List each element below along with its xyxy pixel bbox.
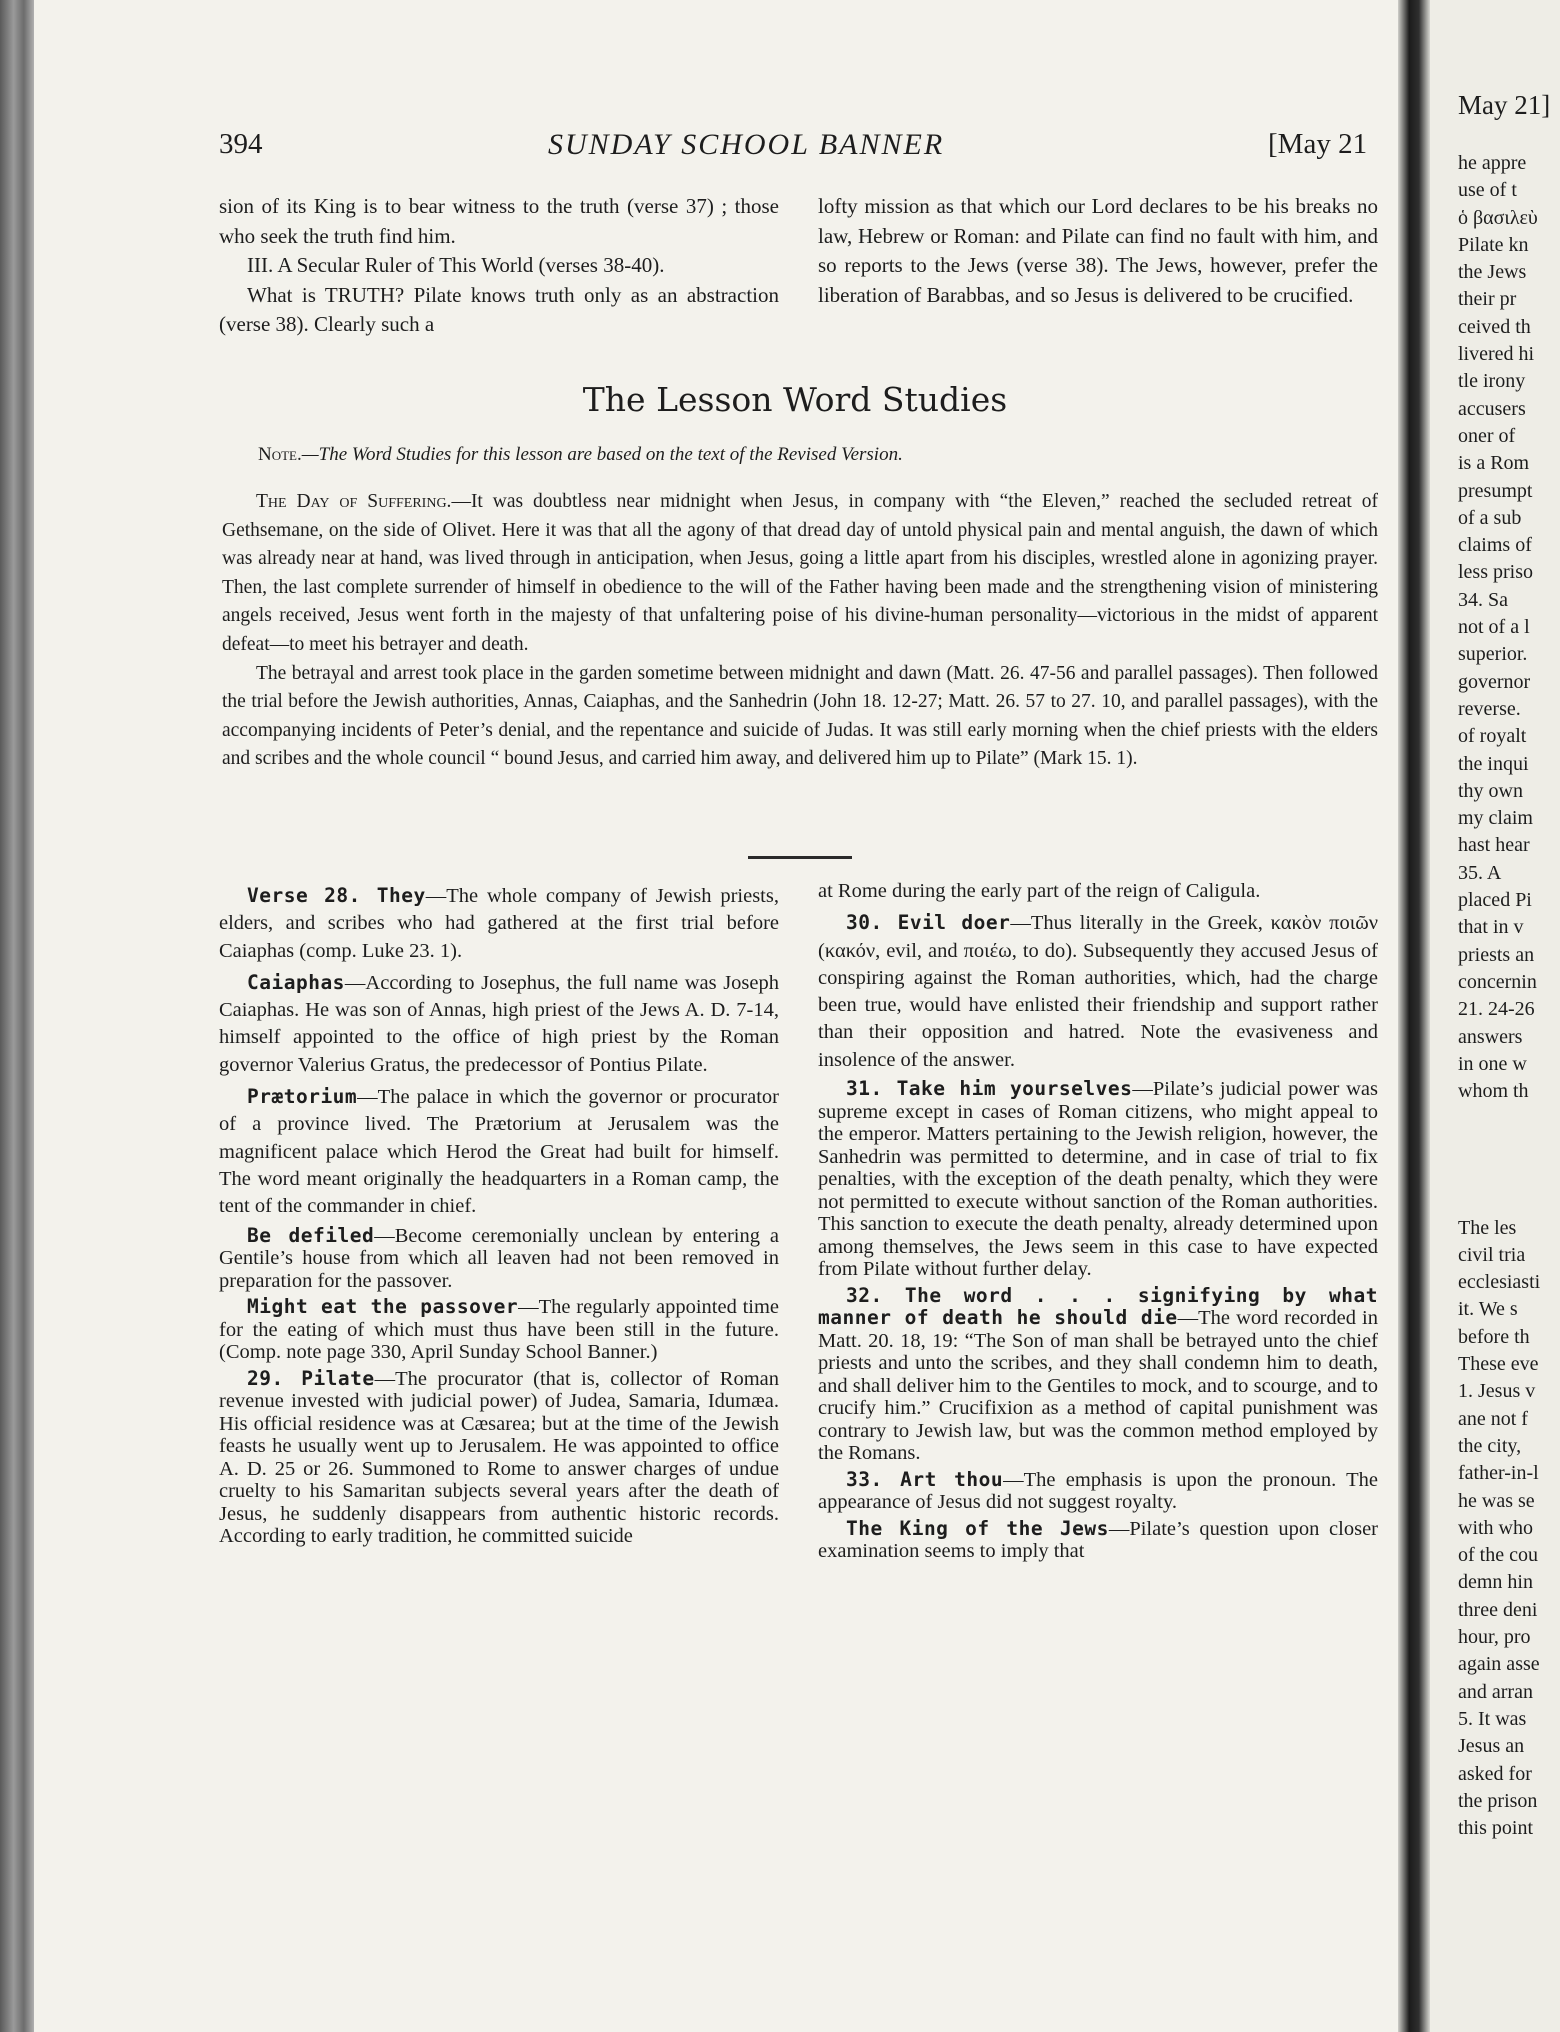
intro-lead: The Day of Suffering.	[256, 491, 452, 512]
paragraph: sion of its King is to bear witness to the truth (verse 37) ; those who seek the truth find him.	[219, 194, 779, 248]
facing-page-line: of the cou	[1458, 1544, 1538, 1567]
facing-page-line: livered hi	[1458, 343, 1535, 366]
facing-page-line: thy own	[1458, 779, 1523, 802]
facing-page-line: placed Pi	[1458, 889, 1532, 912]
facing-page-line: before th	[1458, 1325, 1530, 1348]
word-studies-left-column	[219, 882, 779, 1552]
facing-page-line: again asse	[1458, 1653, 1540, 1676]
facing-page-line: asked for	[1458, 1762, 1532, 1785]
entry-headword: 31. Take him yourselves	[846, 1077, 1133, 1101]
facing-page-line: is a Rom	[1458, 452, 1530, 475]
facing-page-line: father-in-l	[1458, 1462, 1539, 1485]
section-divider	[748, 856, 852, 859]
facing-page-line: 35. A	[1458, 861, 1502, 884]
note-label: Note.	[258, 444, 302, 465]
facing-page-line: 21. 24-26	[1458, 998, 1535, 1021]
word-study-entry	[818, 1469, 1378, 1514]
facing-page-line: the inqui	[1458, 752, 1529, 775]
facing-page-line: reverse.	[1458, 697, 1521, 720]
word-study-entry	[818, 909, 1378, 1074]
facing-page-line: 34. Sa	[1458, 588, 1508, 611]
facing-page-line: the prison	[1458, 1789, 1538, 1812]
word-study-entry	[818, 878, 1378, 905]
entry-text: at Rome during the early part of the reign of Caligula.	[818, 880, 1261, 902]
facing-page-line: it. We s	[1458, 1298, 1518, 1321]
entry-headword: 33. Art thou	[846, 1467, 1004, 1491]
facing-page-line: use of t	[1458, 179, 1517, 202]
intro-paragraphs	[222, 488, 1378, 774]
facing-page-line: hast hear	[1458, 834, 1530, 857]
note-text: —The Word Studies for this lesson are based on the text of the Revised Version.	[301, 444, 903, 465]
facing-page-line: three deni	[1458, 1598, 1538, 1621]
facing-page-line: ceived th	[1458, 315, 1531, 338]
intro-paragraph	[222, 660, 1378, 774]
entry-text: —The palace in which the governor or procurator of a province lived. The Prætorium at Jerusalem was the magnificent palace which Herod the Great had built for himself. The word meant originally the headquarters in a Roman camp, the tent of the commander in chief.	[219, 1086, 779, 1218]
note	[258, 444, 1378, 466]
facing-page-line: accusers	[1458, 397, 1526, 420]
word-studies-right-column	[818, 878, 1378, 1567]
facing-page-line: concernin	[1458, 970, 1537, 993]
book-binding-edge	[0, 0, 34, 2032]
facing-page-line: tle irony	[1458, 370, 1526, 393]
facing-page-line: less priso	[1458, 561, 1533, 584]
facing-page-line: oner of	[1458, 424, 1516, 447]
entry-headword: Be defiled	[247, 1223, 375, 1247]
facing-page-line: presumpt	[1458, 479, 1533, 502]
entry-text: —Pilate’s question upon closer examination seems to imply that	[818, 1517, 1378, 1563]
entry-headword: Prætorium	[247, 1085, 358, 1109]
facing-page-line: Pilate kn	[1458, 233, 1529, 256]
top-right-column	[818, 192, 1378, 310]
facing-page-line: 1. Jesus v	[1458, 1380, 1536, 1403]
word-study-entry	[219, 1225, 779, 1293]
word-study-entry	[219, 1083, 779, 1220]
entry-text: —The procurator (that is, collector of Roman revenue invested with judicial power) of Judea, Samaria, Idumæa. His official residence was at Cæsarea; but at the time of the Jewish feasts he usually went up to Jerusalem. He was appointed to office A. D. 25 or 26. Summoned to Rome to answer charges of undue cruelty to his Samaritan subjects several years after the death of Jesus, he suddenly disappears from authentic historic records. According to early tradition, he committed suicide	[219, 1367, 779, 1548]
word-study-entry	[219, 882, 779, 965]
entry-headword: 30. Evil doer	[846, 911, 1011, 935]
entry-headword: The King of the Jews	[846, 1516, 1109, 1540]
entry-headword: Caiaphas	[247, 970, 345, 994]
section-title: The Lesson Word Studies	[582, 380, 1008, 419]
entry-text: —Become ceremonially unclean by entering a Gentile’s house from which all leaven had not been removed in preparation for the passover.	[219, 1224, 779, 1292]
word-study-entry	[219, 1368, 779, 1548]
intro-text: —It was doubtless near midnight when Jesus, in company with “the Eleven,” reached the secluded retreat of Gethsemane, on the side of Olivet. Here it was that all the agony of that dread day of untold physical pain and mental anguish, the dawn of which was already near at hand, was lived through in anticipation, when Jesus, going a little apart from his disciples, wrestled alone in agonizing prayer. Then, the last complete surrender of himself in obedience to the will of the Father having been made and the strengthening vision of ministering angels received, Jesus went forth in the majesty of that unfaltering poise of his divine-human personality—victorious in the midst of apparent defeat—to meet his betrayer and death.	[222, 491, 1378, 655]
entry-text: —Thus literally in the Greek, κακὸν ποιῶν (κακόν, evil, and ποιέω, to do). Subsequently they accused Jesus of conspiring against the Roman authorities, which, had the charge been true, would have enlisted their friendship and support rather than their opposition and hatred. Note the evasiveness and insolence of the answer.	[818, 912, 1378, 1071]
facing-page-header: May 21]	[1458, 90, 1551, 120]
facing-page-line	[1458, 1133, 1560, 1160]
facing-page-line: the city,	[1458, 1434, 1522, 1457]
entry-headword: 29. Pilate	[247, 1366, 375, 1390]
facing-page-line: ane not f	[1458, 1407, 1528, 1430]
section-heading-iii: III. A Secular Ruler of This World (verses 38-40).	[247, 253, 665, 278]
facing-page-line: he was se	[1458, 1489, 1535, 1512]
facing-page-line: of royalt	[1458, 725, 1527, 748]
facing-page-line: in one w	[1458, 1052, 1527, 1075]
entry-text: —The emphasis is upon the pronoun. The appearance of Jesus did not suggest royalty.	[818, 1468, 1378, 1514]
entry-text: —Pilate’s judicial power was supreme except in cases of Roman citizens, who might appeal to the emperor. Matters pertaining to the Jewish religion, however, the Sanhedrin was permitted to determine, and in case of trial to fix penalties, with the exception of the death penalty, which they were not permitted to execute without sanction of the Roman authorities. This sanction to execute the death penalty, already determined upon among themselves, the Jews seem in this case to have expected from Pilate without further delay.	[818, 1078, 1378, 1281]
entry-text: —According to Josephus, the full name was Joseph Caiaphas. He was son of Annas, high priest of the Jews A. D. 7-14, himself appointed to the office of high priest by the Roman governor Valerius Gratus, the predecessor of Pontius Pilate.	[219, 971, 779, 1076]
facing-page-line: claims of	[1458, 534, 1532, 557]
facing-page-line: demn hin	[1458, 1571, 1533, 1594]
entry-text: —The regularly appointed time for the eating of which must thus have been still in the future. (Comp. note page 330, April Sunday School Banner.)	[219, 1296, 780, 1364]
facing-page-line	[1458, 1105, 1560, 1132]
entry-headword: Might eat the passover	[247, 1295, 519, 1319]
facing-page-line: whom th	[1458, 1080, 1529, 1103]
facing-page-line: The les	[1458, 1216, 1517, 1239]
facing-page-line: civil tria	[1458, 1243, 1526, 1266]
facing-page-line: 5. It was	[1458, 1707, 1527, 1730]
facing-page-line: ecclesiasti	[1458, 1271, 1541, 1294]
entry-text: —The whole company of Jewish priests, elders, and scribes who had gathered at the first trial before Caiaphas (comp. Luke 23. 1).	[219, 885, 779, 962]
facing-page-line: that in v	[1458, 916, 1524, 939]
facing-page-line: governor	[1458, 670, 1531, 693]
facing-page-line: their pr	[1458, 288, 1517, 311]
running-title: SUNDAY SCHOOL BANNER	[548, 128, 945, 161]
word-study-entry	[219, 1296, 779, 1364]
facing-page-line: the Jews	[1458, 261, 1527, 284]
entry-headword: Verse 28. They	[247, 884, 426, 907]
facing-page-line: and arran	[1458, 1680, 1533, 1703]
facing-page-line: superior.	[1458, 643, 1528, 666]
entry-headword: 32. The word . . . signifying by what manner of death he should die	[818, 1283, 1378, 1330]
facing-page-line: with who	[1458, 1516, 1533, 1539]
facing-page-line: priests an	[1458, 943, 1535, 966]
paragraph: lofty mission as that which our Lord declares to be his breaks no law, Hebrew or Roman: and Pilate can find no fault with him, and so reports to the Jews (verse 38). The Jews, however, prefer the liberation of Barabbas, and so Jesus is delivered to be crucified.	[818, 194, 1378, 307]
facing-page-line	[1458, 1187, 1560, 1214]
facing-page-line: not of a l	[1458, 616, 1530, 639]
facing-page-line	[1458, 1160, 1560, 1187]
facing-page-text	[1458, 150, 1560, 1842]
facing-page-line: hour, pro	[1458, 1626, 1531, 1649]
running-date: [May 21	[1268, 128, 1368, 160]
word-study-entry	[818, 1285, 1378, 1465]
page-number: 394	[219, 128, 263, 160]
top-left-column	[219, 192, 779, 340]
word-study-entry	[818, 1518, 1378, 1563]
intro-paragraph	[222, 488, 1378, 660]
facing-page-line: ὁ βασιλεὺ	[1458, 206, 1538, 229]
facing-page-line: of a sub	[1458, 506, 1522, 529]
entry-text: —The word recorded in Matt. 20. 18, 19: “The Son of man shall be betrayed unto the chief priests and unto the scribes, and they shall condemn him to death, and shall deliver him to the Gentiles to mock, and to scourge, and to crucify him.” Crucifixion as a method of capital punishment was contrary to Jewish law, but was the common method employed by the Romans.	[818, 1307, 1378, 1465]
facing-page-line: These eve	[1458, 1353, 1539, 1376]
facing-page-line: he appre	[1458, 152, 1527, 174]
facing-page-line: this point	[1458, 1817, 1534, 1840]
word-study-entry	[219, 969, 779, 1079]
facing-page-line: my claim	[1458, 807, 1533, 830]
word-study-entry	[818, 1078, 1378, 1281]
facing-page-line: Jesus an	[1458, 1735, 1525, 1758]
book-gutter	[1398, 0, 1430, 2032]
paragraph: What is TRUTH? Pilate knows truth only as an abstraction (verse 38). Clearly such a	[219, 282, 779, 337]
facing-page-line: answers	[1458, 1025, 1523, 1048]
intro-text: The betrayal and arrest took place in the garden sometime between midnight and dawn (Matt. 26. 47-56 and parallel passages). Then followed the trial before the Jewish authorities, Annas, Caiaphas, and the Sanhedrin (John 18. 12-27; Matt. 26. 57 to 27. 10, and parallel passages), with the accompanying incidents of Peter’s denial, and the repentance and suicide of Judas. It was still early morning when the chief priests with the elders and scribes and the whole council “ bound Jesus, and carried him away, and delivered him up to Pilate” (Mark 15. 1).	[222, 662, 1378, 770]
